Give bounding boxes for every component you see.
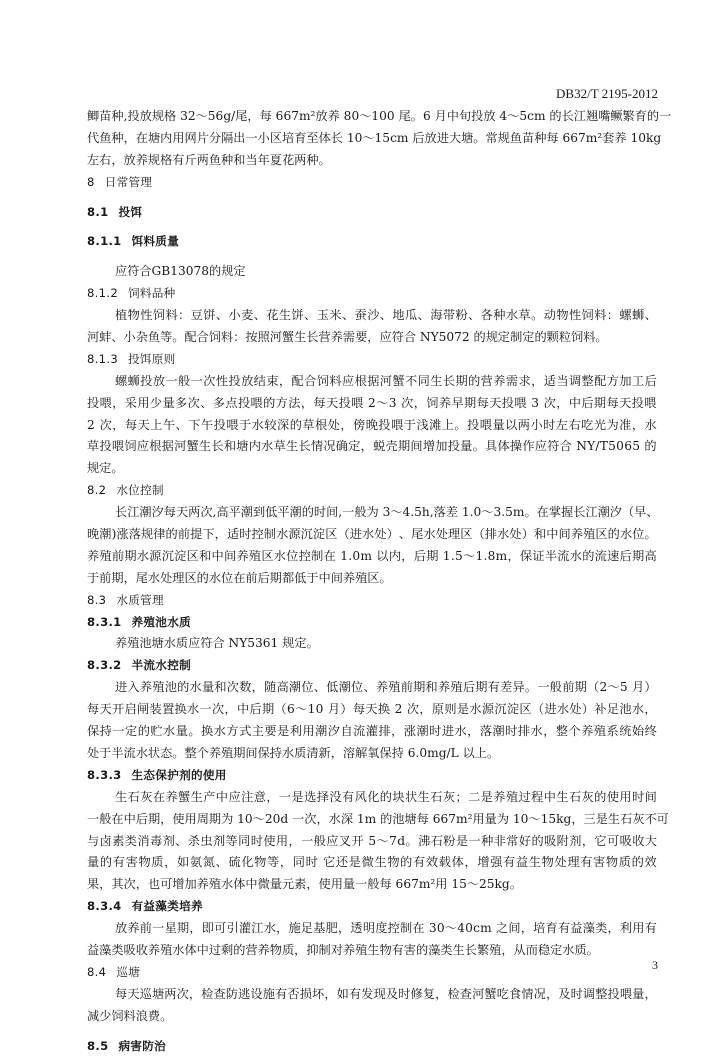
section-heading — [87, 765, 657, 787]
body-text-line: 螺 蛳 投 放 一 般 一 次 性 投 放 结 束 ， 配 合 饲 料 应 根 据 河 蟹 不 同 生 长 期 的 营 养 需 求 ， 适 当 调 整 配 方 加 工 后 — [115, 373, 657, 388]
section-number: 8.2 — [87, 483, 107, 498]
section-heading — [87, 349, 657, 371]
spacer — [87, 253, 657, 261]
body-text-line: 草 投 喂 饲 应 根 据 河 蟹 生 长 和 塘 内 水 草 生 长 情 况 确 定 ， 蜕 壳 期 间 增 加 投 量 。 具 体 操 作 应 符 合 N Y / T 5 0 6 5 的 — [87, 439, 657, 454]
section-number: 8.3.1 — [87, 614, 122, 629]
body-text-line: 左右，放养规格有斤两鱼种和当年夏花两种。 — [87, 152, 331, 167]
section-title: 饵料质量 — [131, 234, 180, 249]
section-title: 巡塘 — [116, 964, 141, 979]
section-heading — [87, 590, 657, 612]
section-number: 8.3.2 — [87, 658, 122, 673]
document-code: DB32/T 2195-2012 — [556, 86, 658, 101]
section-heading — [87, 1036, 657, 1057]
body-text-line: 处于半流水状态。整个养殖期间保持水质清新，溶解氧保持 6.0mg/L 以上。 — [87, 745, 500, 760]
section-heading — [87, 480, 657, 502]
body-text-line: 投 喂 ， 采 用 少 量 多 次 、 多 点 投 喂 的 方 法 ， 每 天 投 喂 2 ～ 3 次 ， 饲 养 早 期 每 天 投 喂 3 次 ， 中 后 期 每 天 投 喂 — [87, 395, 657, 410]
body-text-line: 鲫 苗 种 , 投 放 规 格 3 2 ～ 5 6 g / 尾 ， 每 6 6 7 m ² 放 养 8 0 ～ 1 0 0 尾 。 6 月 中 旬 投 放 4 ～ 5 c m 的 长 江 翘 嘴 鳜 繁 育 的 一 — [87, 109, 672, 123]
section-heading — [87, 896, 657, 918]
body-text-line: 一 般 在 中 后 期 ， 使 用 周 期 为 1 0 ～ 2 0 d 一 次 ， 水 深 1 m 的 池 塘 每 6 6 7 m ² 用 量 为 1 0 ～ 1 5 k g ， 三 是 生 石 灰 不 可 — [87, 811, 669, 826]
section-title: 生态保护剂的使用 — [131, 767, 227, 782]
body-text-line: 养 殖 前 期 水 源 沉 淀 区 和 中 间 养 殖 区 水 位 控 制 在 1 . 0 m 以 内 ， 后 期 1 . 5 ～ 1 . 8 m ， 保 证 半 流 水 的 流 速 后 期 高 — [87, 548, 657, 563]
body-text-line: 晚 潮 ) 涨 落 规 律 的 前 提 下 ， 适 时 控 制 水 源 沉 淀 区 （ 进 水 处 ） 、 尾 水 处 理 区 （ 排 水 处 ） 和 中 间 养 殖 区 的 水 位 。 — [87, 527, 657, 542]
section-title: 投饵原则 — [128, 351, 176, 366]
section-heading — [87, 655, 657, 677]
spacer — [87, 223, 657, 231]
body-text-line: 减少饲料浪费。 — [87, 1008, 173, 1023]
section-heading — [87, 231, 657, 253]
section-number: 8.3.4 — [87, 899, 122, 914]
section-title: 投饵 — [118, 204, 143, 219]
section-heading — [87, 283, 657, 305]
document-body — [87, 106, 672, 1057]
section-title: 病害防治 — [118, 1038, 167, 1053]
section-title: 水质管理 — [116, 592, 164, 607]
body-text-line: 果，其次，也可增加养殖水体中微量元素，使用量一般每 667m²用 15～25kg。 — [87, 877, 522, 892]
section-number: 8.5 — [87, 1038, 109, 1053]
section-number: 8.3 — [87, 592, 107, 607]
body-text-line: 放 养 前 一 星 期 ， 即 可 引 灌 江 水 ， 施 足 基 肥 ， 透 明 度 控 制 在 3 0 ～ 4 0 c m 之 间 ， 培 育 有 益 藻 类 ， 利 用 有 — [115, 921, 657, 936]
section-title: 半流水控制 — [131, 658, 191, 673]
body-text-line: 于前期，尾水处理区的水位在前后期都低于中间养殖区。 — [87, 570, 392, 585]
body-text-line: 应符合GB13078的规定 — [115, 264, 246, 279]
body-text-line: 代 鱼 种 ， 在 塘 内 用 网 片 分 隔 出 一 小 区 培 育 至 体 长 1 0 ～ 1 5 c m 后 放 进 大 塘 。 常 规 鱼 苗 种 每 6 6 7 m ² 套 养 1 0 k g — [87, 130, 662, 145]
body-text-line: 2 次 ， 每 天 上 午 、 下 午 投 喂 于 水 较 深 的 草 根 处 ， 傍 晚 投 喂 于 浅 滩 上 。 投 喂 量 以 两 小 时 左 右 吃 光 为 准 ， 水 — [87, 417, 657, 432]
body-text-line: 河蚌、小杂鱼等。配合饲料：按照河蟹生长营养需要，应符合 NY5072 的规定制定的颗粒饲料。 — [87, 330, 608, 345]
body-text-line: 长 江 潮 汐 每 天 两 次 , 高 平 潮 到 低 平 潮 的 时 间 , 一 般 为 3 ～ 4 . 5 h , 落 差 1 . 0 ～ 3 . 5 m 。 在 掌 握 长 江 潮 汐 （ 早 、 — [115, 505, 659, 520]
body-text-line: 每 天 巡 塘 两 次 ， 检 查 防 逃 设 施 有 否 损 坏 ， 如 有 发 现 及 时 修 复 ， 检 查 河 蟹 吃 食 情 况 ， 及 时 调 整 投 喂 量 ， — [115, 986, 657, 1001]
section-number: 8.1.1 — [87, 234, 122, 249]
section-number: 8.3.3 — [87, 767, 122, 782]
section-title: 日常管理 — [104, 174, 153, 189]
section-number: 8.1.3 — [87, 351, 118, 366]
body-text-line: 规定。 — [87, 461, 124, 476]
section-title: 养殖池水质 — [131, 614, 191, 629]
section-number: 8.1 — [87, 204, 109, 219]
section-heading — [87, 202, 657, 224]
section-number: 8 — [87, 174, 95, 189]
body-text-line: 养殖池塘水质应符合 NY5361 规定。 — [115, 636, 319, 651]
section-number: 8.4 — [87, 964, 107, 979]
section-title: 有益藻类培养 — [131, 899, 203, 914]
spacer — [87, 1028, 657, 1036]
page-number: 3 — [652, 958, 658, 972]
body-text-line: 植 物 性 饲 料 ： 豆 饼 、 小 麦 、 花 生 饼 、 玉 米 、 蚕 沙 、 地 瓜 、 海 带 粉 、 各 种 水 草 。 动 物 性 饲 料 ： 螺 蛳 、 — [115, 308, 657, 323]
spacer — [87, 194, 657, 202]
section-title: 水位控制 — [116, 483, 164, 498]
section-heading — [87, 962, 657, 984]
body-text-line: 益藻类吸收养殖水体中过剩的营养物质，抑制对养殖生物有害的藻类生长繁殖，从而稳定水质。 — [87, 942, 599, 957]
section-heading — [87, 172, 657, 194]
section-heading — [87, 612, 657, 634]
body-text-line: 量 的 有 害 物 质 ， 如 氨 氮 、 硫 化 物 等 ， 同 时 它 还 是 微 生 物 的 有 效 载 体 ， 增 强 有 益 生 物 处 理 有 害 物 质 的 效 — [87, 855, 657, 870]
body-text-line: 保 持 一 定 的 贮 水 量 。 换 水 方 式 主 要 是 利 用 潮 汐 自 流 灌 排 ， 涨 潮 时 进 水 ， 落 潮 时 排 水 ， 整 个 养 殖 系 统 始 终 — [87, 724, 657, 739]
body-text-line: 与 卤 素 类 消 毒 剂 、 杀 虫 剂 等 同 时 使 用 ， 一 般 应 叉 开 5 ～ 7 d 。 沸 石 粉 是 一 种 非 常 好 的 吸 附 剂 ， 它 可 吸 收 大 — [87, 833, 657, 848]
section-number: 8.1.2 — [87, 286, 118, 301]
body-text-line: 进 入 养 殖 池 的 水 量 和 次 数 ， 随 高 潮 位 、 低 潮 位 、 养 殖 前 期 和 养 殖 后 期 有 差 异 。 一 般 前 期 （ 2 ～ 5 月 ） — [115, 680, 657, 695]
section-title: 饲料品种 — [128, 286, 176, 301]
body-text-line: 每 天 开 启 闸 装 置 换 水 一 次 ， 中 后 期 （ 6 ～ 1 0 月 ） 每 天 换 2 次 ， 原 则 是 水 源 沉 淀 区 （ 进 水 处 ） 补 足 池 水 ， — [87, 702, 657, 717]
body-text-line: 生 石 灰 在 养 蟹 生 产 中 应 注 意 ， 一 是 选 择 没 有 风 化 的 块 状 生 石 灰 ； 二 是 养 殖 过 程 中 生 石 灰 的 使 用 时 间 — [115, 789, 657, 804]
